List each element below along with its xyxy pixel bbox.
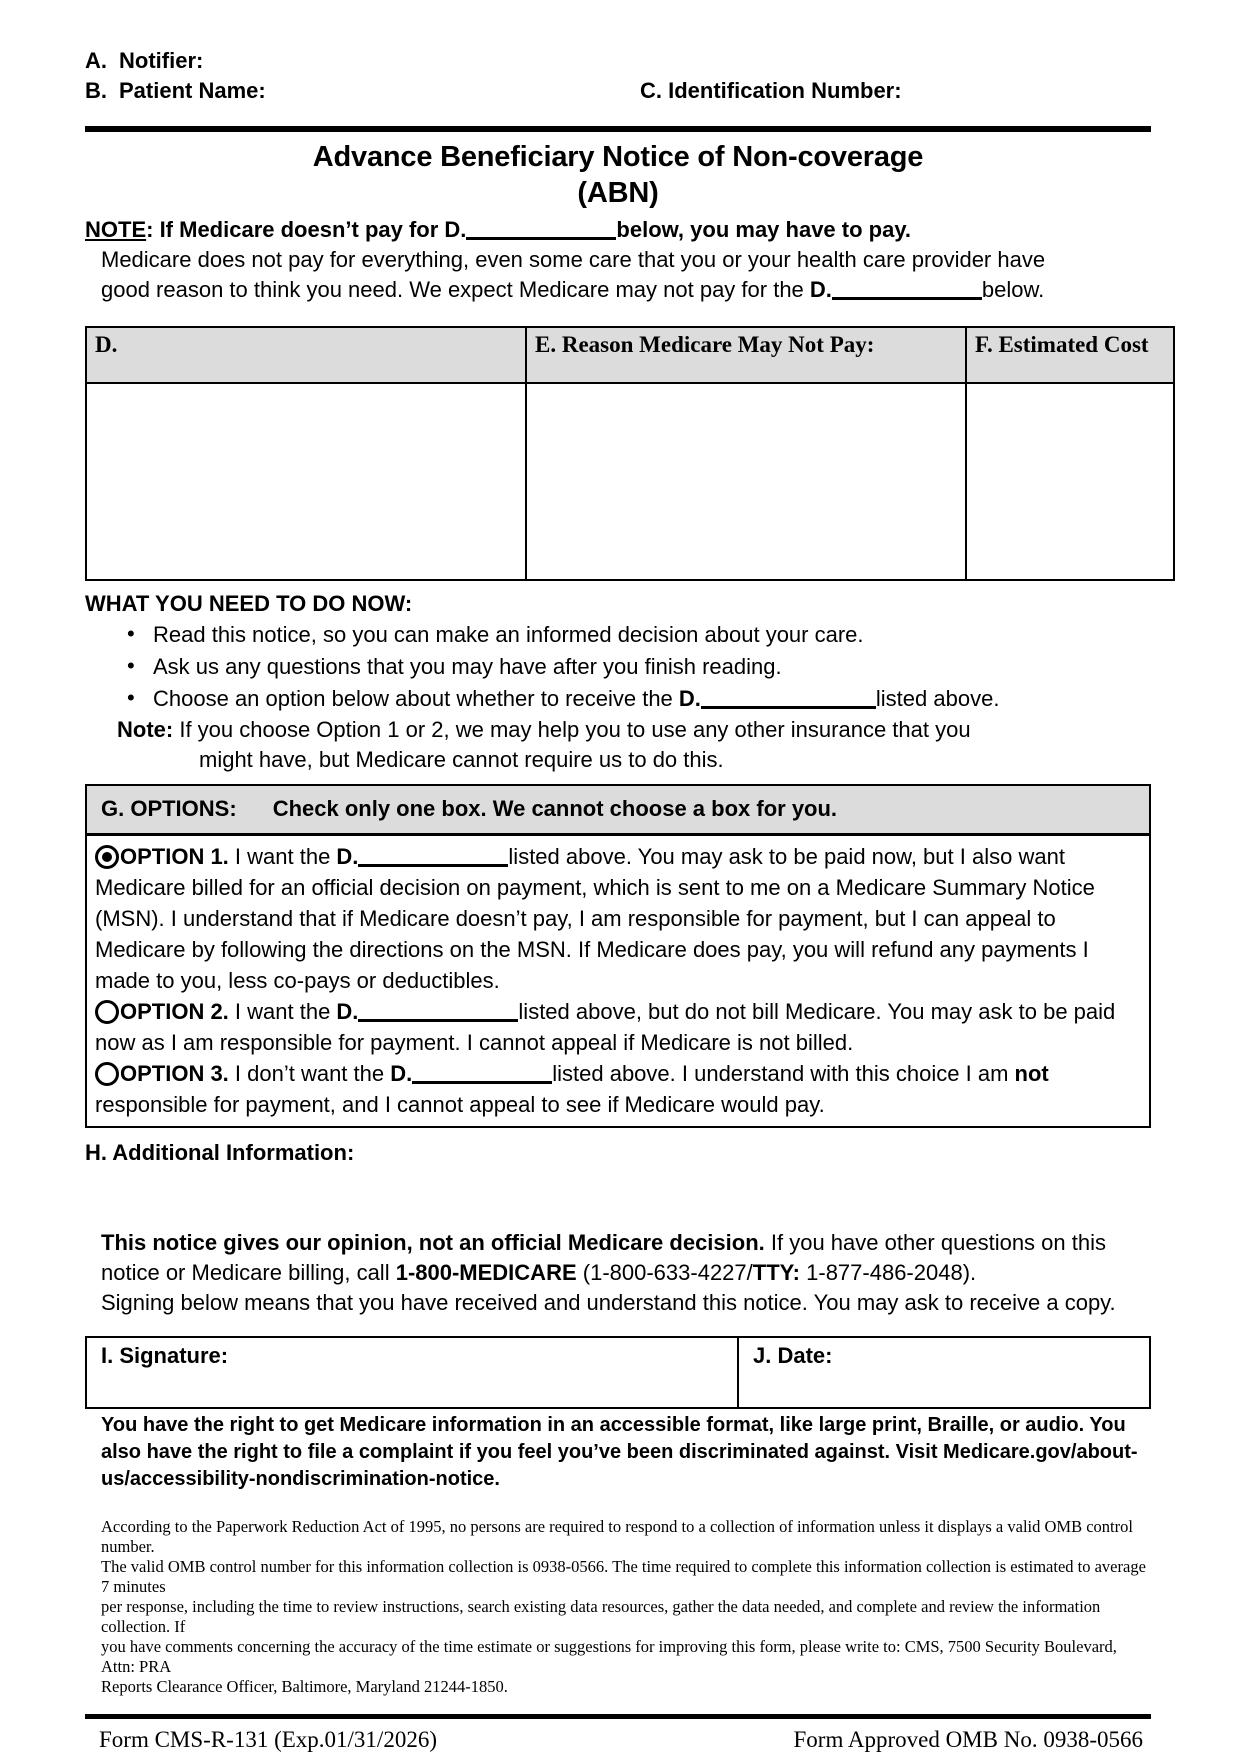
option-1-rest: also want Medicare billed for an official decision on payment, which is sent to me on a Medicare Summary Notice (MSN). I understand that if Medicare doesn’t pay, I am responsible for payment, but I can appeal to Medicare by following the directions on the MSN. If Medicare does pay, you will refund any payments I made to you, less co-pays or deductibles. [95,844,1095,993]
pra-line4: you have comments concerning the accuracy of the time estimate or suggestions for improving this form, please write to: CMS, 7500 Security Boulevard, Attn: PRA [101,1637,1117,1676]
pra-line2: The valid OMB control number for this information collection is 0938-0566. The time required to complete this information collection is estimated to average 7 minutes [101,1557,1146,1596]
table-header-e: E. Reason Medicare May Not Pay: [526,327,966,383]
option-1-post: listed above. You may ask to be paid now, but I [508,844,966,869]
todo-bullet-3-blank-field[interactable] [701,687,876,709]
accessibility-line3: us/accessibility-nondiscrimination-notice. [101,1468,500,1490]
signature-table [85,1336,1151,1409]
option-1-name: OPTION 1. [120,844,229,869]
patient-letter: B. [85,78,107,103]
option-1-d: D. [336,844,359,869]
pra-line3: per response, including the time to review instructions, search existing data resources, gather the data needed, and complete and review the information collection. If [101,1597,1101,1636]
option-3-blank-field[interactable] [412,1062,552,1084]
options-bar-text: Check only one box. We cannot choose a box for you. [272,796,838,821]
note-body-blank-field[interactable] [832,278,982,300]
option-3-radio[interactable] [95,1062,119,1086]
additional-information-label: H. Additional Information: [85,1140,355,1165]
table-cell-f[interactable] [966,383,1174,580]
table-header-row [86,327,1174,383]
identification-number-label: C. Identification Number: [640,78,902,103]
options-bar-label: G. OPTIONS: [101,796,237,821]
signature-label: I. Signature: [101,1343,229,1368]
option-3-rest-pre: am [977,1061,1015,1086]
page-title [85,139,1151,211]
option-1-blank-field[interactable] [358,845,508,867]
opinion-bold-lead: This notice gives our opinion, not an official Medicare decision. [101,1230,765,1255]
opinion-paragraph [85,1228,1151,1318]
date-label: J. Date: [753,1343,833,1368]
list-item [85,651,1151,683]
option-2-post: listed above, but do not bill Medicare. You may [518,999,973,1024]
option-2-name: OPTION 2. [120,999,229,1024]
patient-name-label: Patient Name: [119,78,266,103]
option-2-pre: I want the [228,999,337,1024]
signature-cell[interactable] [86,1337,738,1408]
table-header-d: D. [86,327,526,383]
note-label: NOTE [85,217,147,242]
option-3-post: listed above. I understand with this choice I [552,1061,972,1086]
todo-bullet-1-text: Read this notice, so you can make an informed decision about your care. [153,622,864,647]
bullet-dot-icon: • [127,653,135,678]
note-heading-blank-field[interactable] [466,218,616,240]
table-cell-d[interactable] [86,383,526,580]
note-heading-pre: : If Medicare doesn’t pay for D. [146,217,467,242]
todo-bullet-2-text: Ask us any questions that you may have after you finish reading. [153,654,782,679]
option-2-radio[interactable] [95,1000,119,1024]
pra-line5: Reports Clearance Officer, Baltimore, Maryland 21244-1850. [101,1677,508,1696]
paperwork-reduction-act-notice [85,1517,1151,1697]
todo-heading: WHAT YOU NEED TO DO NOW: [85,591,413,616]
opinion-line3: Signing below means that you have received and understand this notice. You may ask to receive a copy. [101,1290,1116,1315]
opinion-line1-rest: If you have other questions on this [764,1230,1106,1255]
todo-bullet-3-d: D. [678,686,701,711]
options-bar [87,786,1149,836]
option-2-blank-field[interactable] [358,1000,518,1022]
accessibility-line1: You have the right to get Medicare information in an accessible format, like large print, Braille, or audio. You [101,1414,1126,1436]
footer-form-number: Form CMS-R-131 (Exp.01/31/2026) [99,1727,437,1752]
header-divider-rule [85,126,1151,132]
page-title-line2: (ABN) [577,177,659,209]
accessibility-notice [85,1412,1151,1493]
todo-note-line2: might have, but Medicare cannot require us to do this. [199,747,724,772]
services-table [85,326,1175,581]
option-3[interactable] [95,1058,1143,1120]
todo-bullet-3-pre: Choose an option below about whether to receive the [153,686,679,711]
notifier-label: Notifier: [119,48,204,73]
table-header-f: F. Estimated Cost [966,327,1174,383]
note-heading [85,215,1151,245]
option-1-pre: I want the [228,844,337,869]
notifier-row [85,46,1151,76]
option-3-rest-post: responsible for payment, and I cannot appeal to see if Medicare would pay. [95,1092,825,1117]
signature-row [86,1337,1150,1408]
bullet-dot-icon: • [127,621,135,646]
note-body-line2-post: below. [981,277,1045,302]
note-body-line2-d: D. [809,277,832,302]
todo-bullet-3-post: listed above. [875,686,1000,711]
note-heading-post: below, you may have to pay. [616,217,912,242]
option-3-pre: I don’t want the [228,1061,391,1086]
todo-note [85,715,1151,775]
form-header [85,0,1151,106]
page-title-line1: Advance Beneficiary Notice of Non-coverage [312,141,924,173]
todo-note-line1: If you choose Option 1 or 2, we may help you to use any other insurance that you [173,717,971,742]
page-footer [85,1719,1151,1759]
option-3-rest-bold: not [1014,1061,1049,1086]
table-row [86,383,1174,580]
opinion-line2-mid: (1-800-633-4227/ [576,1260,753,1285]
option-1-radio[interactable] [95,845,119,869]
option-2-rest: ask to be paid now as I am responsible for payment. I cannot appeal if Medicare is not billed. [95,999,1116,1055]
table-cell-e[interactable] [526,383,966,580]
option-2[interactable] [95,996,1143,1058]
date-cell[interactable] [738,1337,1150,1408]
bullet-dot-icon: • [127,685,135,710]
option-1[interactable] [95,841,1143,996]
notifier-letter: A. [85,48,107,73]
opinion-line2-pre: notice or Medicare billing, call [101,1260,396,1285]
note-body-line2-pre: good reason to think you need. We expect Medicare may not pay for the [101,277,810,302]
medicare-phone: 1-800-MEDICARE [395,1260,577,1285]
pra-line1: According to the Paperwork Reduction Act of 1995, no persons are required to respond to a collection of information unless it displays a valid OMB control number. [101,1517,1133,1556]
list-item [85,683,1151,715]
option-3-d: D. [390,1061,413,1086]
note-body-line1: Medicare does not pay for everything, even some care that you or your health care provider have [101,247,1046,272]
opinion-line2-post: 1-877-486-2048). [800,1260,977,1285]
todo-bullet-list [85,619,1151,715]
todo-note-label: Note: [117,717,174,742]
note-body [85,245,1151,305]
option-2-d: D. [336,999,359,1024]
option-3-name: OPTION 3. [120,1061,229,1086]
footer-omb-approval: Form Approved OMB No. 0938-0566 [793,1727,1143,1752]
accessibility-line2: also have the right to file a complaint if you feel you’ve been discriminated against. Visit Medicare.gov/about- [101,1441,1138,1463]
tty-label: TTY: [752,1260,801,1285]
options-box [85,784,1151,1128]
patient-row [85,76,1151,106]
options-body [87,836,1149,1126]
list-item [85,619,1151,651]
